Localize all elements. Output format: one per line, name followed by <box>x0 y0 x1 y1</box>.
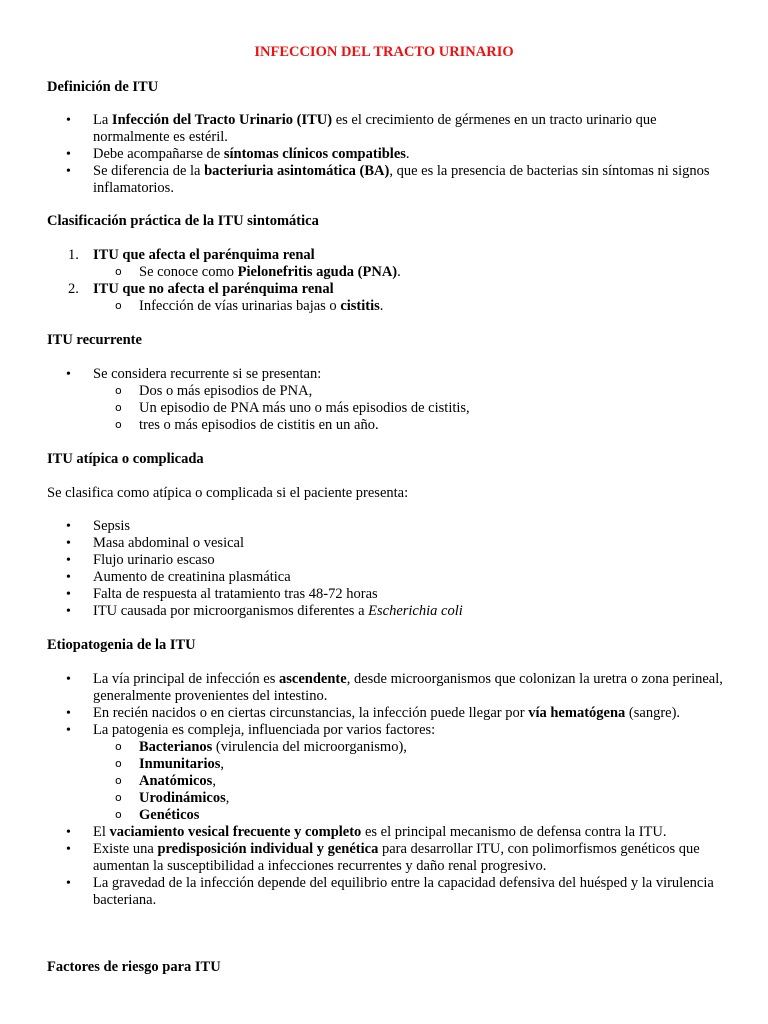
text: , <box>225 790 230 806</box>
list-item: • Se considera recurrente si se presentan: <box>93 366 733 383</box>
bold-text: vaciamiento vesical frecuente y completo <box>109 824 362 840</box>
list-item <box>93 163 733 197</box>
paragraph: Se clasifica como atípica o complicada si el paciente presenta: <box>47 485 409 501</box>
bold-text: síntomas clínicos compatibles <box>223 146 406 162</box>
bold-text: Genéticos <box>139 807 200 823</box>
text: ITU causada por microorganismos diferentes a <box>93 603 369 619</box>
text: La vía principal de infección es <box>93 671 280 687</box>
text: (virulencia del microorganismo), <box>212 739 407 755</box>
text: (sangre). <box>625 705 681 721</box>
text: Infección de vías urinarias bajas o <box>139 298 341 314</box>
text: . <box>405 146 410 162</box>
bold-text: Bacterianos <box>139 739 213 755</box>
text: Debe acompañarse de <box>93 146 224 162</box>
bold-text: cistitis <box>340 298 380 314</box>
sub-item <box>139 298 729 315</box>
bold-text: vía hematógena <box>528 705 626 721</box>
bold-text: Urodinámicos <box>139 790 226 806</box>
item-number: 1. <box>68 247 79 263</box>
sub-item: o Dos o más episodios de PNA, <box>139 383 729 400</box>
text: , <box>212 773 216 789</box>
text: , <box>220 756 225 772</box>
text: . <box>379 298 384 314</box>
sub-item <box>139 807 729 824</box>
text: La <box>93 112 112 128</box>
italic-text: Escherichia coli <box>368 603 463 619</box>
list-item <box>93 671 733 705</box>
document-title: INFECCION DEL TRACTO URINARIO <box>254 44 514 60</box>
bold-text: ITU que no afecta el parénquima renal <box>93 281 334 297</box>
numbered-item <box>68 281 723 298</box>
bold-text: Infección del Tracto Urinario (ITU) <box>111 112 333 128</box>
heading-definicion: Definición de ITU <box>47 79 159 95</box>
list-item <box>93 603 733 620</box>
list-item: • Falta de respuesta al tratamiento tras 48-72 horas <box>93 586 733 603</box>
list-item: • Aumento de creatinina plasmática <box>93 569 733 586</box>
bold-text: ITU que afecta el parénquima renal <box>93 247 315 263</box>
sub-item: o Un episodio de PNA más uno o más episodios de cistitis, <box>139 400 729 417</box>
bold-text: Pielonefritis aguda (PNA) <box>237 264 398 280</box>
list-item: • Masa abdominal o vesical <box>93 535 733 552</box>
list-item <box>93 824 733 841</box>
sub-item <box>139 790 729 807</box>
text: . <box>397 264 401 280</box>
text: Se diferencia de la <box>93 163 205 179</box>
sub-item <box>139 739 729 756</box>
text: es el principal mecanismo de defensa contra la ITU. <box>361 824 667 840</box>
text: Se conoce como <box>139 264 238 280</box>
heading-recurrente: ITU recurrente <box>47 332 142 348</box>
text: para desarrollar ITU, con polimorfismos genéticos que aumentan la susceptibilidad a infecciones recurrentes y daño renal progresivo. <box>93 841 700 874</box>
text: En recién nacidos o en ciertas circunstancias, la infección puede llegar por <box>93 705 529 721</box>
heading-factores-riesgo: Factores de riesgo para ITU <box>47 959 221 975</box>
sub-item: o tres o más episodios de cistitis en un año. <box>139 417 729 434</box>
list-item <box>93 705 733 722</box>
heading-clasificacion: Clasificación práctica de la ITU sintomática <box>47 213 319 229</box>
list-item: • La patogenia es compleja, influenciada por varios factores: <box>93 722 733 739</box>
list-item <box>93 841 733 875</box>
list-item: • La gravedad de la infección depende del equilibrio entre la capacidad defensiva del huésped y la virulencia bacteriana. <box>93 875 733 909</box>
bold-text: bacteriuria asintomática (BA) <box>204 163 390 179</box>
bold-text: Anatómicos <box>139 773 213 789</box>
text: Existe una <box>93 841 158 857</box>
bold-text: ascendente <box>279 671 347 687</box>
sub-item <box>139 264 729 281</box>
list-item <box>93 146 733 163</box>
bold-text: predisposición individual y genética <box>157 841 379 857</box>
text: , desde microorganismos que colonizan la uretra o zona perineal, generalmente provenientes del intestino. <box>93 671 723 704</box>
text: El <box>93 824 110 840</box>
list-item <box>93 112 733 146</box>
sub-item <box>139 756 729 773</box>
heading-atipica: ITU atípica o complicada <box>47 451 204 467</box>
numbered-item <box>68 247 723 264</box>
list-item: • Flujo urinario escaso <box>93 552 733 569</box>
list-item: • Sepsis <box>93 518 733 535</box>
text: , que es la presencia de bacterias sin síntomas ni signos inflamatorios. <box>93 163 710 196</box>
bold-text: Inmunitarios <box>139 756 221 772</box>
heading-etiopatogenia: Etiopatogenia de la ITU <box>47 637 196 653</box>
sub-item <box>139 773 729 790</box>
text: es el crecimiento de gérmenes en un tracto urinario que normalmente es estéril. <box>93 112 657 145</box>
item-number: 2. <box>68 281 79 297</box>
